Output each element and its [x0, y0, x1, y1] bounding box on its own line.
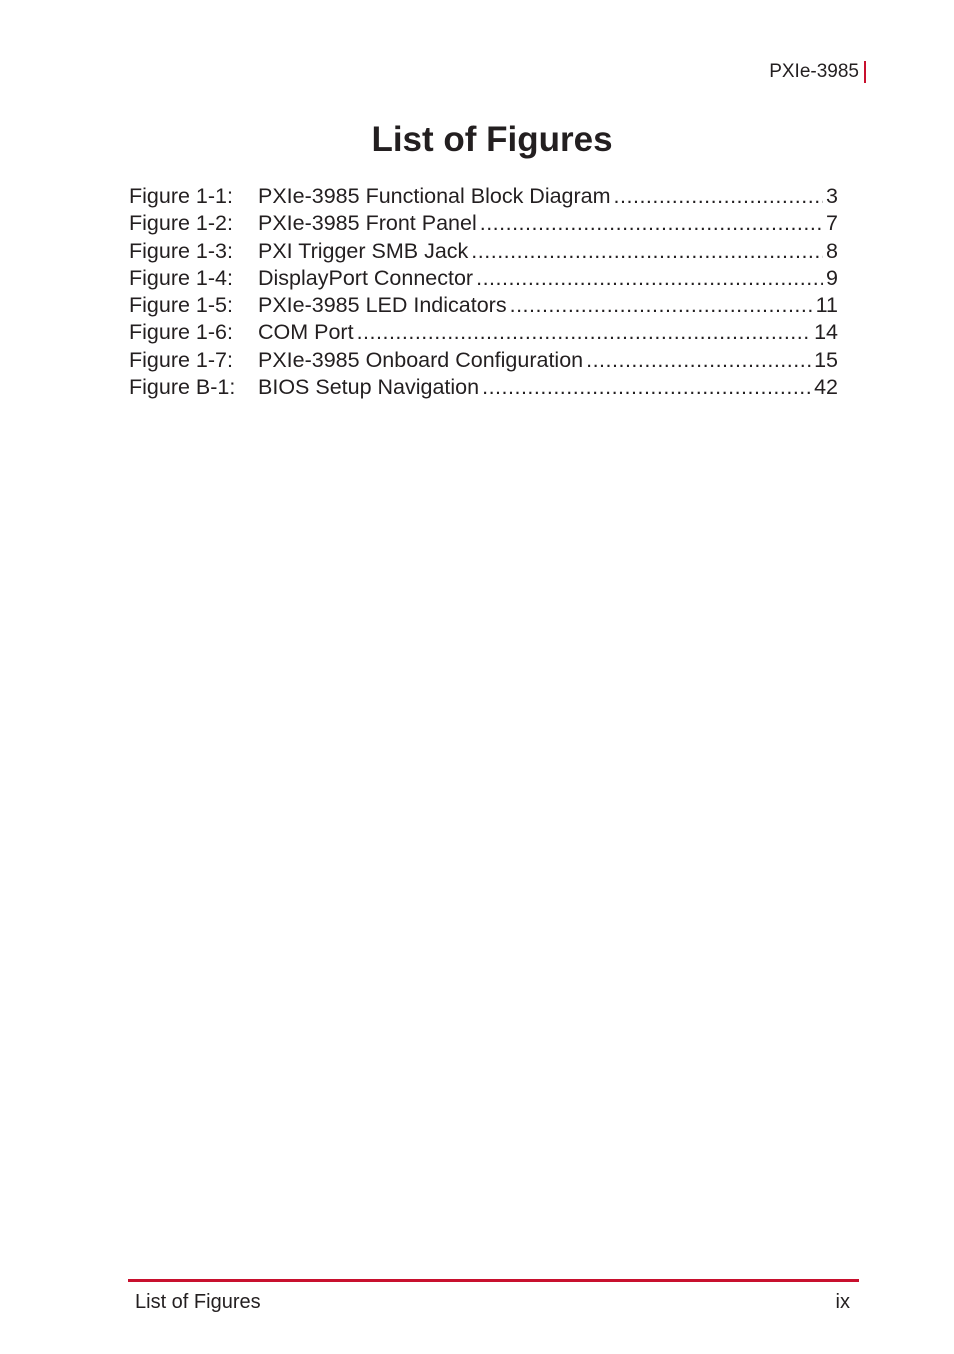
figure-page-number: 8	[826, 238, 838, 263]
figure-entry[interactable]	[129, 210, 838, 237]
figure-entry[interactable]	[129, 374, 838, 401]
footer-page-number: ix	[835, 1291, 850, 1313]
figure-page-number: 11	[815, 293, 838, 318]
header-accent-bar	[864, 61, 866, 83]
figure-entry[interactable]	[129, 292, 838, 319]
figure-entry[interactable]	[129, 183, 838, 210]
product-name: PXIe-3985	[769, 61, 859, 82]
figure-page-number: 7	[826, 211, 838, 236]
figure-entry[interactable]	[129, 319, 838, 346]
page-title: List of Figures	[371, 120, 613, 159]
figure-number: Figure 1-3:	[129, 238, 233, 263]
figure-entry[interactable]	[129, 265, 838, 292]
figure-number: Figure 1-7:	[129, 347, 233, 372]
figure-title: BIOS Setup Navigation	[258, 375, 480, 400]
figure-number: Figure 1-1:	[129, 184, 233, 208]
dot-leader	[476, 265, 823, 292]
figure-page-number: 9	[826, 265, 838, 290]
figure-page-number: 15	[814, 347, 838, 372]
figure-page-number: 14	[814, 320, 838, 345]
figure-number: Figure B-1:	[129, 375, 236, 400]
figure-entry[interactable]	[129, 238, 838, 265]
figure-list	[129, 183, 838, 401]
dot-leader	[480, 210, 823, 237]
figure-number: Figure 1-2:	[129, 211, 233, 236]
figure-title: DisplayPort Connector	[258, 265, 474, 290]
footer-rule	[128, 1279, 859, 1282]
figure-number: Figure 1-5:	[129, 293, 233, 318]
dot-leader	[357, 319, 812, 346]
figure-title: PXI Trigger SMB Jack	[258, 238, 469, 263]
figure-title: PXIe-3985 Front Panel	[258, 211, 477, 236]
figure-number: Figure 1-6:	[129, 320, 233, 345]
figure-title: COM Port	[258, 320, 354, 345]
figure-entry[interactable]	[129, 347, 838, 374]
figure-page-number: 42	[814, 375, 838, 400]
dot-leader	[614, 183, 823, 210]
figure-number: Figure 1-4:	[129, 265, 233, 290]
figure-title: PXIe-3985 Onboard Configuration	[258, 347, 584, 372]
footer-section-title: List of Figures	[135, 1291, 261, 1313]
dot-leader	[482, 374, 811, 401]
dot-leader	[510, 292, 813, 319]
dot-leader	[586, 347, 811, 374]
figure-title: PXIe-3985 Functional Block Diagram	[258, 184, 611, 208]
figure-title: PXIe-3985 LED Indicators	[258, 293, 507, 318]
dot-leader	[471, 238, 823, 265]
figure-page-number: 3	[826, 184, 838, 208]
running-header	[769, 60, 866, 84]
